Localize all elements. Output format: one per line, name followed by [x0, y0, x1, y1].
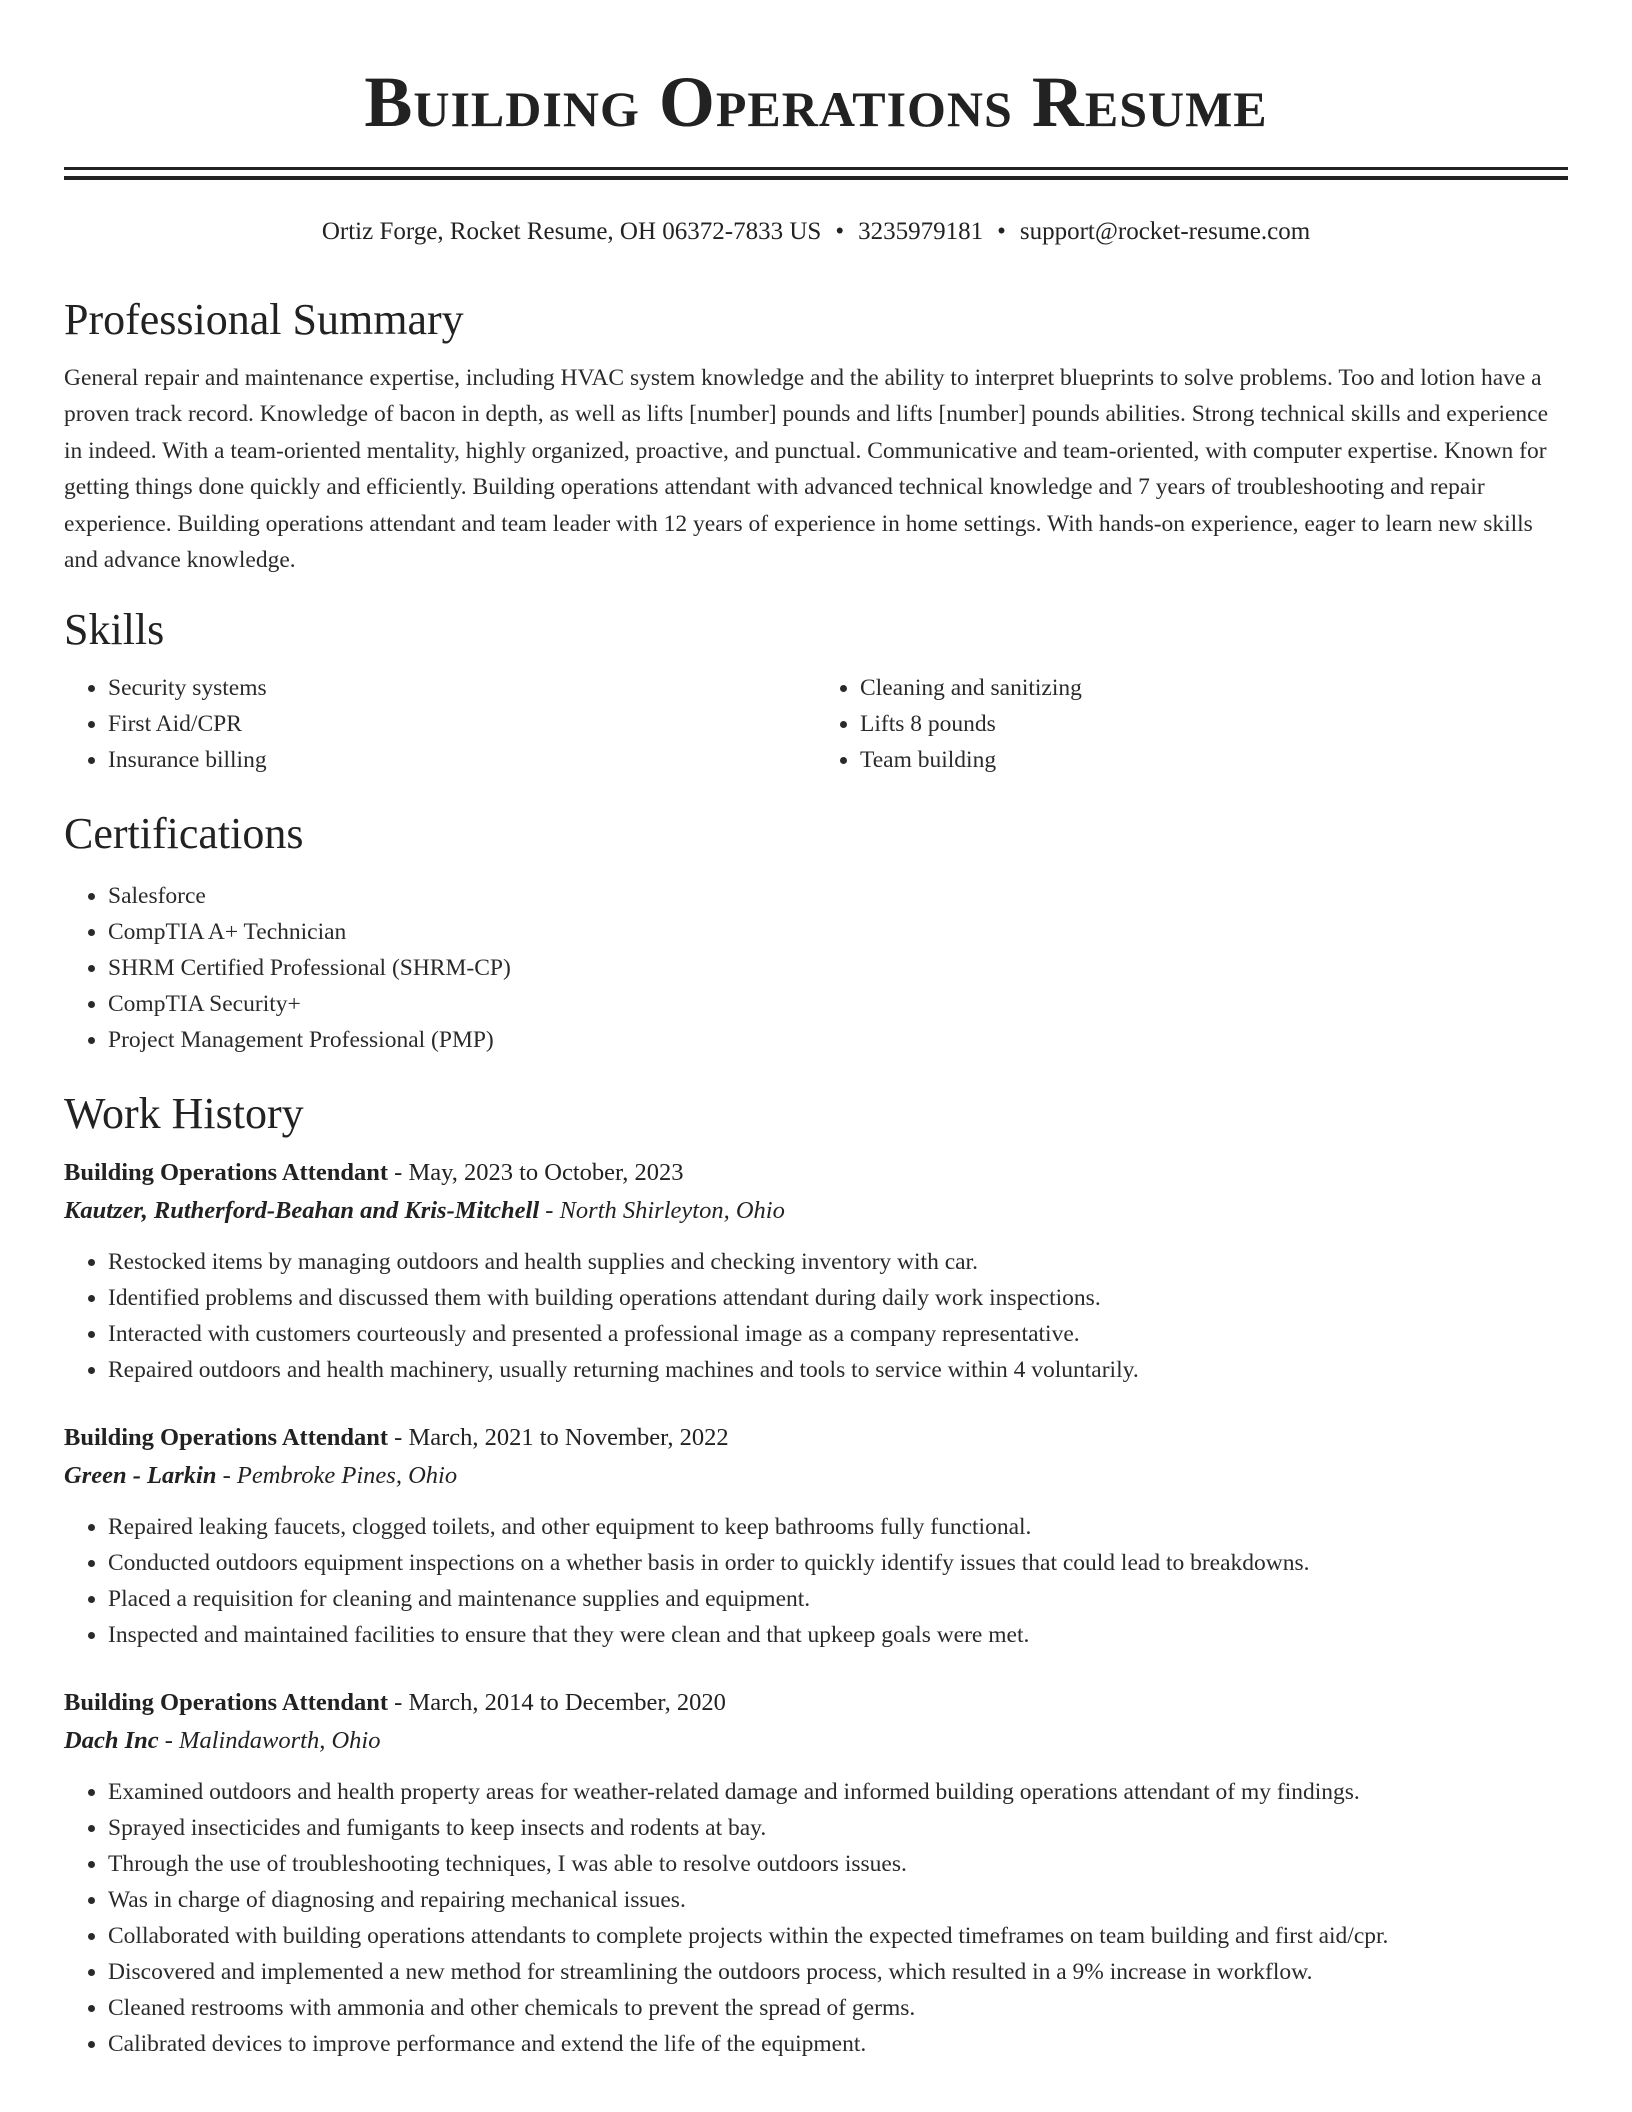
- job-employer: Green - Larkin - Pembroke Pines, Ohio: [64, 1462, 458, 1490]
- resume-body: [64, 290, 1568, 2062]
- certification-item: • Salesforce: [108, 878, 1568, 914]
- contact-line: [0, 214, 1632, 250]
- certification-item: • CompTIA Security+: [108, 986, 1568, 1022]
- skill-item: • Insurance billing: [108, 742, 816, 778]
- job-duties: [64, 1774, 1568, 2062]
- skills-list-left: [64, 670, 816, 778]
- job-duty: • Collaborated with building operations attendants to complete projects within the expected timeframes on team building and first aid/cpr.: [108, 1918, 1568, 1954]
- certification-item: • CompTIA A+ Technician: [108, 914, 1568, 950]
- job-location: Pembroke Pines, Ohio: [236, 1462, 458, 1490]
- job-entry: [64, 1684, 1568, 2062]
- job-employer: Kautzer, Rutherford-Beahan and Kris-Mitchell - North Shirleyton, Ohio: [64, 1197, 785, 1225]
- job-duty: • Cleaned restrooms with ammonia and other chemicals to prevent the spread of germs.: [108, 1990, 1568, 2026]
- job-duty: • Identified problems and discussed them with building operations attendant during daily work inspections.: [108, 1280, 1568, 1316]
- summary-section: [64, 290, 1568, 578]
- job-header: Building Operations Attendant - May, 2023 to October, 2023: [64, 1159, 684, 1187]
- job-duty: • Repaired leaking faucets, clogged toilets, and other equipment to keep bathrooms fully functional.: [108, 1509, 1568, 1545]
- job-duty: • Placed a requisition for cleaning and maintenance supplies and equipment.: [108, 1581, 1568, 1617]
- title-divider-top: [64, 167, 1568, 170]
- job-duty: • Was in charge of diagnosing and repairing mechanical issues.: [108, 1882, 1568, 1918]
- summary-heading: Professional Summary: [64, 295, 464, 344]
- skill-item: • Cleaning and sanitizing: [860, 670, 1568, 706]
- job-location: North Shirleyton, Ohio: [559, 1197, 785, 1225]
- skills-list-right: [816, 670, 1568, 778]
- job-dates: March, 2021 to November, 2022: [408, 1424, 729, 1452]
- summary-text: General repair and maintenance expertise, including HVAC system knowledge and the ability to interpret blueprints to solve problems. Too and lotion have a proven track record. Knowledge of bacon in depth, as well as lifts [number] pounds and lifts [number] pounds abilities. Strong technical skills and experience in indeed. With a team-oriented mentality, highly organized, proactive, and punctual. Communicative and team-oriented, with computer expertise. Known for getting things done quickly and efficiently. Building operations attendant with advanced technical knowledge and 7 years of troubleshooting and repair experience. Building operations attendant and team leader with 12 years of experience in home settings. With hands-on experience, eager to learn new skills and advance knowledge.: [64, 365, 1549, 574]
- resume-title: Building Operations Resume: [364, 62, 1268, 142]
- job-company: Dach Inc: [64, 1727, 159, 1755]
- certifications-list: [64, 878, 1568, 1058]
- job-duty: • Sprayed insecticides and fumigants to keep insects and rodents at bay.: [108, 1810, 1568, 1846]
- work-history-section: [64, 1084, 1568, 2062]
- job-duty: • Interacted with customers courteously and presented a professional image as a company representative.: [108, 1316, 1568, 1352]
- job-duty: • Examined outdoors and health property areas for weather-related damage and informed building operations attendant of my findings.: [108, 1774, 1568, 1810]
- job-employer: Dach Inc - Malindaworth, Ohio: [64, 1727, 381, 1755]
- job-duty: • Repaired outdoors and health machinery, usually returning machines and tools to service within 4 voluntarily.: [108, 1352, 1568, 1388]
- job-header: Building Operations Attendant - March, 2014 to December, 2020: [64, 1689, 726, 1717]
- work-history-heading: Work History: [64, 1089, 304, 1139]
- job-header: Building Operations Attendant - March, 2021 to November, 2022: [64, 1424, 729, 1452]
- certifications-section: [64, 804, 1568, 1058]
- job-duty: • Through the use of troubleshooting techniques, I was able to resolve outdoors issues.: [108, 1846, 1568, 1882]
- skills-heading: Skills: [64, 605, 165, 655]
- title-divider-bottom: [64, 176, 1568, 180]
- contact-phone: 3235979181: [858, 218, 984, 245]
- certification-item: • SHRM Certified Professional (SHRM-CP): [108, 950, 1568, 986]
- job-dates: March, 2014 to December, 2020: [408, 1689, 726, 1717]
- skill-item: • Team building: [860, 742, 1568, 778]
- job-entry: [64, 1154, 1568, 1388]
- job-duty: • Inspected and maintained facilities to ensure that they were clean and that upkeep goals were met.: [108, 1617, 1568, 1653]
- skills-section: [64, 600, 1568, 778]
- job-title: Building Operations Attendant: [64, 1689, 389, 1717]
- job-entry: [64, 1419, 1568, 1653]
- contact-email: support@rocket-resume.com: [1019, 218, 1311, 245]
- contact-separator: •: [997, 218, 1006, 245]
- certification-item: • Project Management Professional (PMP): [108, 1022, 1568, 1058]
- skill-item: • Lifts 8 pounds: [860, 706, 1568, 742]
- job-title: Building Operations Attendant: [64, 1159, 389, 1187]
- certifications-heading: Certifications: [64, 809, 304, 859]
- job-dates: May, 2023 to October, 2023: [408, 1159, 684, 1187]
- job-duties: [64, 1509, 1568, 1653]
- job-duties: [64, 1244, 1568, 1388]
- job-duty: • Restocked items by managing outdoors and health supplies and checking inventory with car.: [108, 1244, 1568, 1280]
- job-title: Building Operations Attendant: [64, 1424, 389, 1452]
- job-company: Kautzer, Rutherford-Beahan and Kris-Mitchell: [64, 1197, 540, 1225]
- job-location: Malindaworth, Ohio: [179, 1727, 381, 1755]
- skills-columns: [64, 670, 1568, 778]
- contact-address: Ortiz Forge, Rocket Resume, OH 06372-7833 US: [321, 218, 822, 245]
- skill-item: • First Aid/CPR: [108, 706, 816, 742]
- skill-item: • Security systems: [108, 670, 816, 706]
- contact-separator: •: [835, 218, 845, 245]
- job-company: Green - Larkin: [64, 1462, 217, 1490]
- job-duty: • Discovered and implemented a new method for streamlining the outdoors process, which resulted in a 9% increase in workflow.: [108, 1954, 1568, 1990]
- job-duty: • Conducted outdoors equipment inspections on a whether basis in order to quickly identify issues that could lead to breakdowns.: [108, 1545, 1568, 1581]
- job-duty: • Calibrated devices to improve performance and extend the life of the equipment.: [108, 2026, 1568, 2062]
